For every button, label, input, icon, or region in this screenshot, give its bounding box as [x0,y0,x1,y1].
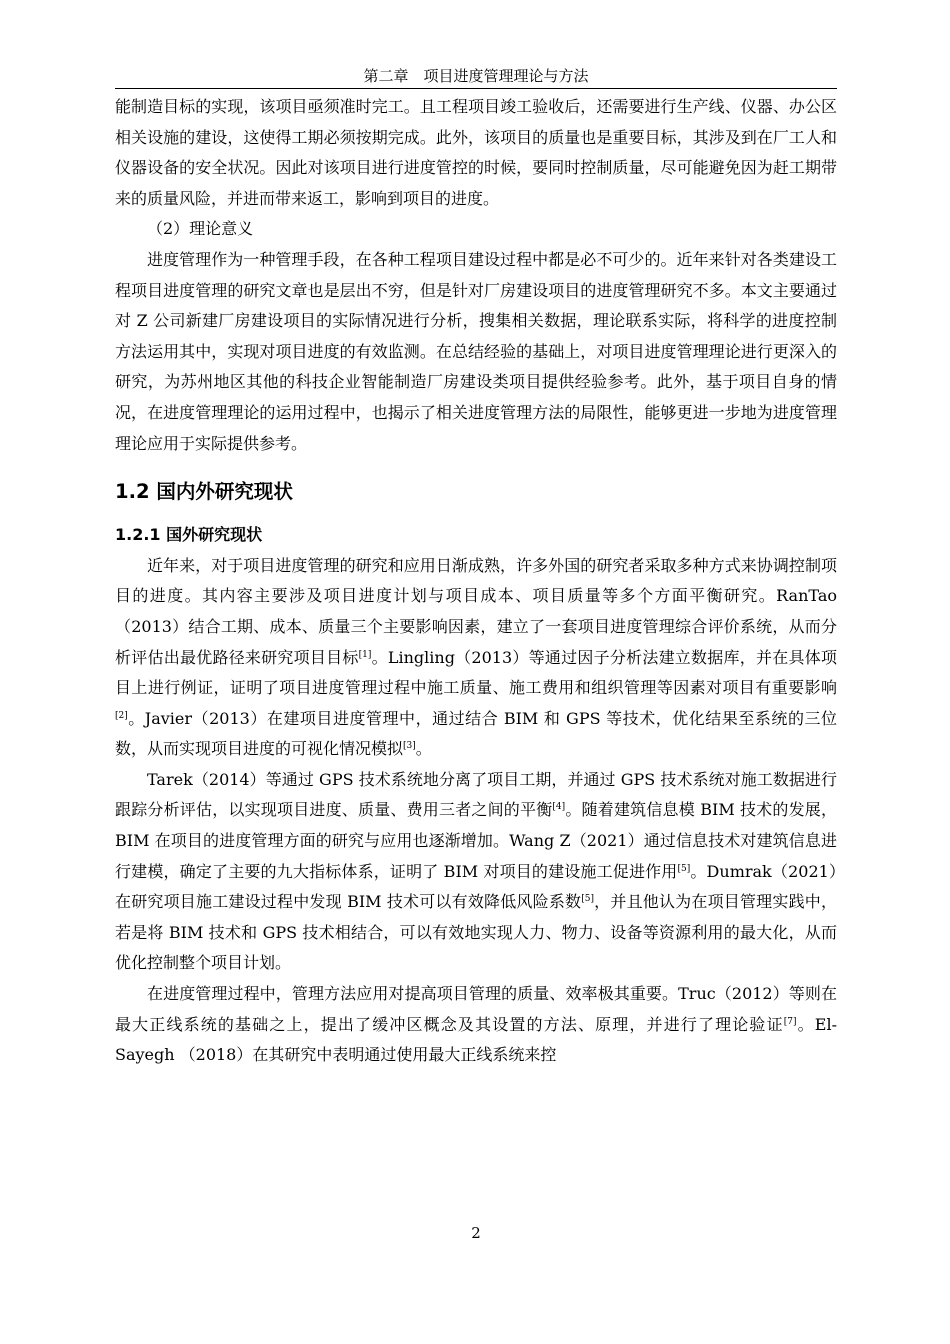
paragraph-text: 。Dumrak（2021）在研究项目施工建设过程中发现 BIM 技术可以有效降低风险系数 [115,861,837,912]
citation-ref: [2] [115,710,128,721]
paragraph-foreign-research-3 [115,979,837,1071]
citation-ref: [5] [677,863,691,874]
paragraph-text: 。Lingling（2013）等通过因子分析法建立数据库，并在具体项目上进行例证，证明了项目进度管理过程中施工质量、施工费用和组织管理等因素对项目有重要影响 [115,647,837,698]
citation-ref: [5] [581,894,594,905]
subsection-heading: 1.2.1 国外研究现状 [115,525,263,545]
paragraph-text: 。随着建筑信息模 BIM 技术的发展，BIM 在项目的进度管理方面的研究与应用也逐渐增加。Wang Z（2021）通过信息技术对建筑信息进行建模，确定了主要的九大指标体系，证明了 BIM 对项目的建设施工促进作用 [115,800,837,881]
paragraph-foreign-research-2 [115,765,837,979]
citation-ref: [3] [403,741,416,752]
citation-ref: [7] [783,1016,797,1027]
page-number: 2 [471,1224,481,1242]
paragraph-text: 在进度管理过程中，管理方法应用对提高项目管理的质量、效率极其重要。Truc（2012）等则在最大正线系统的基础之上，提出了缓冲区概念及其设置的方法、原理，并进行了理论验证 [115,984,837,1034]
citation-ref: [4] [552,802,566,813]
paragraph-text: 。 [415,739,432,759]
paragraph-text: 近年来，对于项目进度管理的研究和应用日渐成熟，许多外国的研究者采取多种方式来协调控制项目的进度。其内容主要涉及项目进度计划与项目成本、项目质量等多个方面平衡研究。RanTao（2013）结合工期、成本、质量三个主要影响因素，建立了一套项目进度管理综合评价系统，从而分析评估出最优路径来研究项目目标 [115,555,837,667]
running-header: 第二章 项目进度管理理论与方法 [363,67,589,85]
paragraph-foreign-research-1 [115,551,837,765]
paragraph-text: 。Javier（2013）在建项目进度管理中，通过结合 BIM 和 GPS 等技术，优化结果至系统的三位数，从而实现项目进度的可视化情况模拟 [115,708,837,759]
subheading-theoretical-significance: （2）理论意义 [147,219,254,239]
header-rule [115,88,837,89]
paragraph-theoretical-significance: 进度管理作为一种管理手段，在各种工程项目建设过程中都是必不可少的。近年来针对各类建设工程项目进度管理的研究文章也是层出不穷，但是针对厂房建设项目的进度管理研究不多。本文主要通过对 Z 公司新建厂房建设项目的实际情况进行分析，搜集相关数据，理论联系实际，将科学的进度控制方法运用其中，实现对项目进度的有效监测。在总结经验的基础上，对项目进度管理理论进行更深入的研究，为苏州地区其他的科技企业智能制造厂房建设类项目提供经验参考。此外，基于项目自身的情况，在进度管理理论的运用过程中，也揭示了相关进度管理方法的局限性，能够更进一步地为进度管理理论应用于实际提供参考。 [115,249,837,453]
paragraph-text: 。El-Sayegh （2018）在其研究中表明通过使用最大正线系统来控 [115,1014,837,1065]
paragraph-text: ，并且他认为在项目管理实践中，若是将 BIM 技术和 GPS 技术相结合，可以有效地实现人力、物力、设备等资源利用的最大化，从而优化控制整个项目计划。 [115,892,837,973]
page-body [115,92,837,1071]
section-heading: 1.2 国内外研究现状 [115,480,293,504]
citation-ref: [1] [358,649,372,660]
paragraph-continuation: 能制造目标的实现，该项目亟须准时完工。且工程项目竣工验收后，还需要进行生产线、仪器、办公区相关设施的建设，这使得工期必须按期完成。此外，该项目的质量也是重要目标，其涉及到在厂工人和仪器设备的安全状况。因此对该项目进行进度管控的时候，要同时控制质量，尽可能避免因为赶工期带来的质量风险，并进而带来返工，影响到项目的进度。 [115,97,837,208]
paragraph-text: Tarek（2014）等通过 GPS 技术系统地分离了项目工期，并通过 GPS 技术系统对施工数据进行跟踪分析评估，以实现项目进度、质量、费用三者之间的平衡 [115,769,837,820]
